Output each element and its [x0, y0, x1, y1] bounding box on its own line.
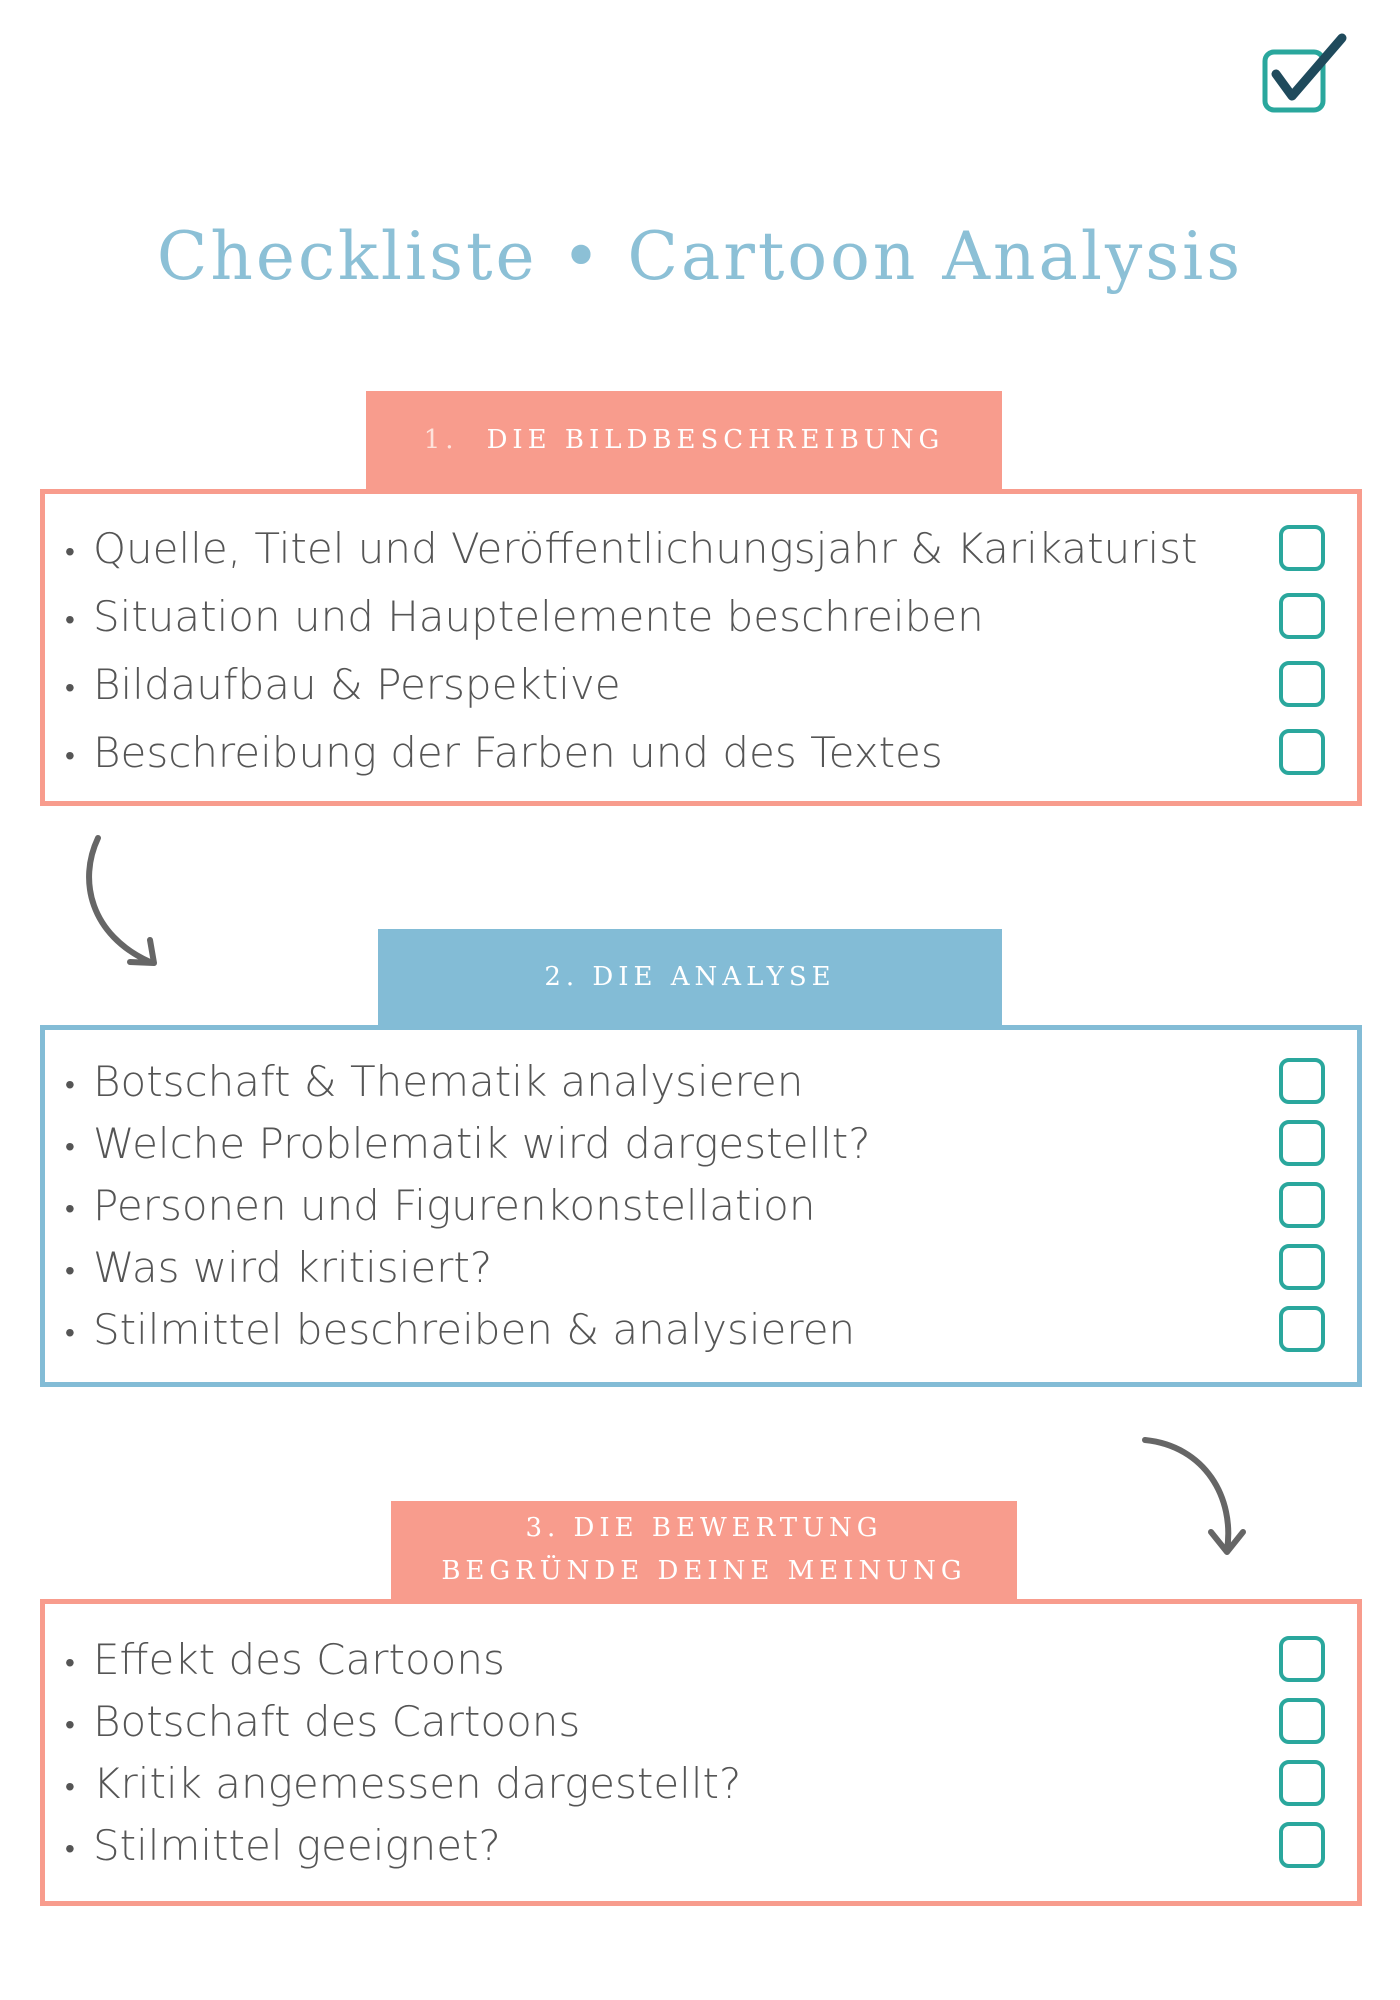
checkbox[interactable] — [1279, 1244, 1325, 1290]
section-3-header — [391, 1501, 1017, 1599]
section-1-title: DIE BILDBESCHREIBUNG — [486, 424, 945, 455]
section-2-box — [40, 1025, 1362, 1387]
item-label: Stilmittel beschreiben & analysieren — [93, 1304, 856, 1354]
checkbox[interactable] — [1279, 1636, 1325, 1682]
item-label: Botschaft des Cartoons — [93, 1696, 581, 1746]
section-1-box — [40, 489, 1362, 806]
item-label: Botschaft & Thematik analysieren — [93, 1056, 804, 1106]
item-label: Effekt des Cartoons — [93, 1634, 505, 1684]
checkbox[interactable] — [1279, 1120, 1325, 1166]
section-3-title-line1: 3. DIE BEWERTUNG — [525, 1513, 883, 1543]
checkbox[interactable] — [1279, 661, 1325, 707]
item-label: Quelle, Titel und Veröffentlichungsjahr & Karikaturist — [93, 523, 1198, 573]
curved-arrow-icon — [1135, 1428, 1255, 1568]
checkmark-box-icon — [1260, 30, 1350, 120]
item-label: Stilmittel geeignet? — [93, 1820, 501, 1870]
checkbox[interactable] — [1279, 1306, 1325, 1352]
list-item — [45, 1690, 1357, 1752]
list-item — [45, 1050, 1357, 1112]
list-item — [45, 1752, 1357, 1814]
item-label: Was wird kritisiert? — [93, 1242, 493, 1292]
checkbox[interactable] — [1279, 1058, 1325, 1104]
section-2-header — [378, 929, 1002, 1025]
list-item — [45, 1628, 1357, 1690]
bullet: • — [65, 1253, 75, 1287]
bullet: • — [65, 738, 75, 772]
section-1-header — [366, 391, 1002, 489]
bullet: • — [65, 1769, 75, 1803]
bullet: • — [65, 1645, 75, 1679]
curved-arrow-icon — [70, 830, 180, 980]
bullet: • — [65, 534, 75, 568]
checkbox[interactable] — [1279, 1760, 1325, 1806]
checkbox[interactable] — [1279, 593, 1325, 639]
list-item — [45, 718, 1357, 786]
checkbox[interactable] — [1279, 729, 1325, 775]
section-2-list — [45, 1050, 1357, 1360]
bullet: • — [65, 670, 75, 704]
item-label: Welche Problematik wird dargestellt? — [93, 1118, 871, 1168]
checkbox[interactable] — [1279, 1182, 1325, 1228]
section-3-list — [45, 1628, 1357, 1876]
list-item — [45, 582, 1357, 650]
list-item — [45, 1174, 1357, 1236]
item-label: Beschreibung der Farben und des Textes — [93, 727, 943, 777]
bullet: • — [65, 1707, 75, 1741]
list-item — [45, 1298, 1357, 1360]
checkbox[interactable] — [1279, 1698, 1325, 1744]
item-label: Bildaufbau & Perspektive — [93, 659, 621, 709]
bullet: • — [65, 602, 75, 636]
section-2-title: 2. DIE ANALYSE — [544, 961, 836, 992]
checkbox[interactable] — [1279, 1822, 1325, 1868]
list-item — [45, 1236, 1357, 1298]
section-3-box — [40, 1599, 1362, 1906]
list-item — [45, 514, 1357, 582]
bullet: • — [65, 1129, 75, 1163]
bullet: • — [65, 1315, 75, 1349]
item-label: Kritik angemessen dargestellt? — [93, 1758, 742, 1808]
bullet: • — [65, 1191, 75, 1225]
list-item — [45, 1112, 1357, 1174]
item-label: Situation und Hauptelemente beschreiben — [93, 591, 984, 641]
page-title: Checkliste • Cartoon Analysis — [156, 218, 1244, 295]
bullet: • — [65, 1831, 75, 1865]
section-1-number: 1. — [423, 424, 459, 455]
list-item — [45, 650, 1357, 718]
list-item — [45, 1814, 1357, 1876]
checkbox[interactable] — [1279, 525, 1325, 571]
section-3-title-line2: BEGRÜNDE DEINE MEINUNG — [441, 1556, 967, 1586]
item-label: Personen und Figurenkonstellation — [93, 1180, 816, 1230]
section-1-list — [45, 514, 1357, 786]
bullet: • — [65, 1067, 75, 1101]
